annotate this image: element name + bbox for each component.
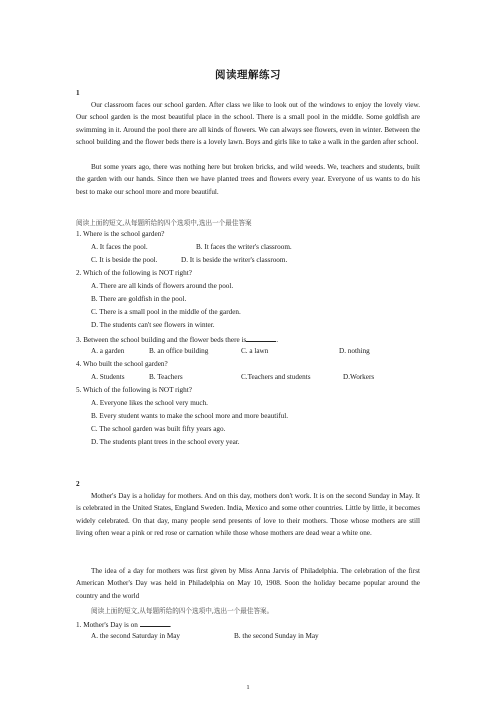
question-stem: 1. Where is the school garden? [76,230,165,238]
answer-option: D.Workers [343,373,375,381]
question-stem: 4. Who built the school garden? [76,360,168,368]
page-number: 1 [246,684,250,691]
answer-option: A. There are all kinds of flowers around the pool. [91,282,234,290]
answer-option: D. The students plant trees in the school every year. [91,438,240,446]
question-stem-text: 1. Mother's Day is on [76,621,138,629]
answer-option: A. a garden [91,347,125,355]
answer-option: A. the second Saturday in May [91,632,181,640]
answer-option: C.Teachers and students [241,373,311,381]
question-stem: 2. Which of the following is NOT right? [76,269,192,277]
answer-option: A. It faces the pool. [91,243,148,251]
instruction-text: 阅读上面的短文,从每题所给的四个选项中,选出一个最佳答案。 [91,607,274,615]
answer-blank [140,619,170,627]
answer-option: B. an office building [149,347,209,355]
answer-option: B. It faces the writer's classroom. [196,243,292,251]
question-stem [76,619,171,629]
passage-paragraph: Mother's Day is a holiday for mothers. And on this day, mothers don't work. It is on the second Sunday in May. It is celebrated in the United States, England Sweden. India, Mexico and some other countries. Little by little, it becomes widely celebrated. On that day, many people send presents of love to their mothers. Those whose mothers are still living often wear a pink or red rose or carnation while those whose mothers are dead wear a white one. [76,492,420,538]
answer-option: D. nothing [339,347,370,355]
answer-blank [246,334,279,344]
instruction-text: 阅读上面的短文,从每题所给的四个选项中,选出一个最佳答案 [76,219,252,227]
answer-option: C. a lawn [241,347,269,355]
answer-option: C. It is beside the pool. [91,256,158,264]
answer-option: B. There are goldfish in the pool. [91,295,187,303]
answer-option: B. Teachers [149,373,183,381]
passage-paragraph: The idea of a day for mothers was first given by Miss Anna Jarvis of Philadelphia. The celebration of the first American Mother's Day was held in Philadelphia on May 10, 1908. Soon the holiday became popular around the country and the world [76,567,420,600]
question-stem [76,334,278,344]
section-number: 2 [76,480,80,488]
question-stem-end: . [276,336,279,344]
question-stem: 5. Which of the following is NOT right? [76,386,192,394]
answer-option: A. Everyone likes the school very much. [91,399,208,407]
page-title: 阅读理解练习 [215,69,281,81]
passage-paragraph: Our classroom faces our school garden. After class we like to look out of the windows to enjoy the lovely view. Our school garden is the most beautiful place in the school. There is a small pool in the middle. Some goldfish are swimming in it. Around the pool there are all kinds of flowers. We can always see flowers, even in winter. Between the school building and the flower beds there is a lovely lawn. Boys and girls like to take a walk in the garden after school. [76,101,420,147]
question-stem-text: 3. Between the school building and the flower beds there is [76,336,247,344]
answer-option: B. the second Sunday in May [234,632,319,640]
section-number: 1 [76,89,80,97]
answer-option: C. There is a small pool in the middle of the garden. [91,308,241,316]
answer-option: D. It is beside the writer's classroom. [181,256,288,264]
answer-option: D. The students can't see flowers in winter. [91,321,215,329]
answer-option: A. Students [91,373,125,381]
answer-option: B. Every student wants to make the school more and more beautiful. [91,412,289,420]
passage-paragraph: But some years ago, there was nothing here but broken bricks, and wild weeds. We, teachers and students, built the garden with our hands. Since then we have planted trees and flowers every year. Everyone of us wants to do his best to make our school more and more beautiful. [76,163,420,196]
answer-option: C. The school garden was built fifty years ago. [91,425,226,433]
question-stem-end: . [169,621,172,629]
